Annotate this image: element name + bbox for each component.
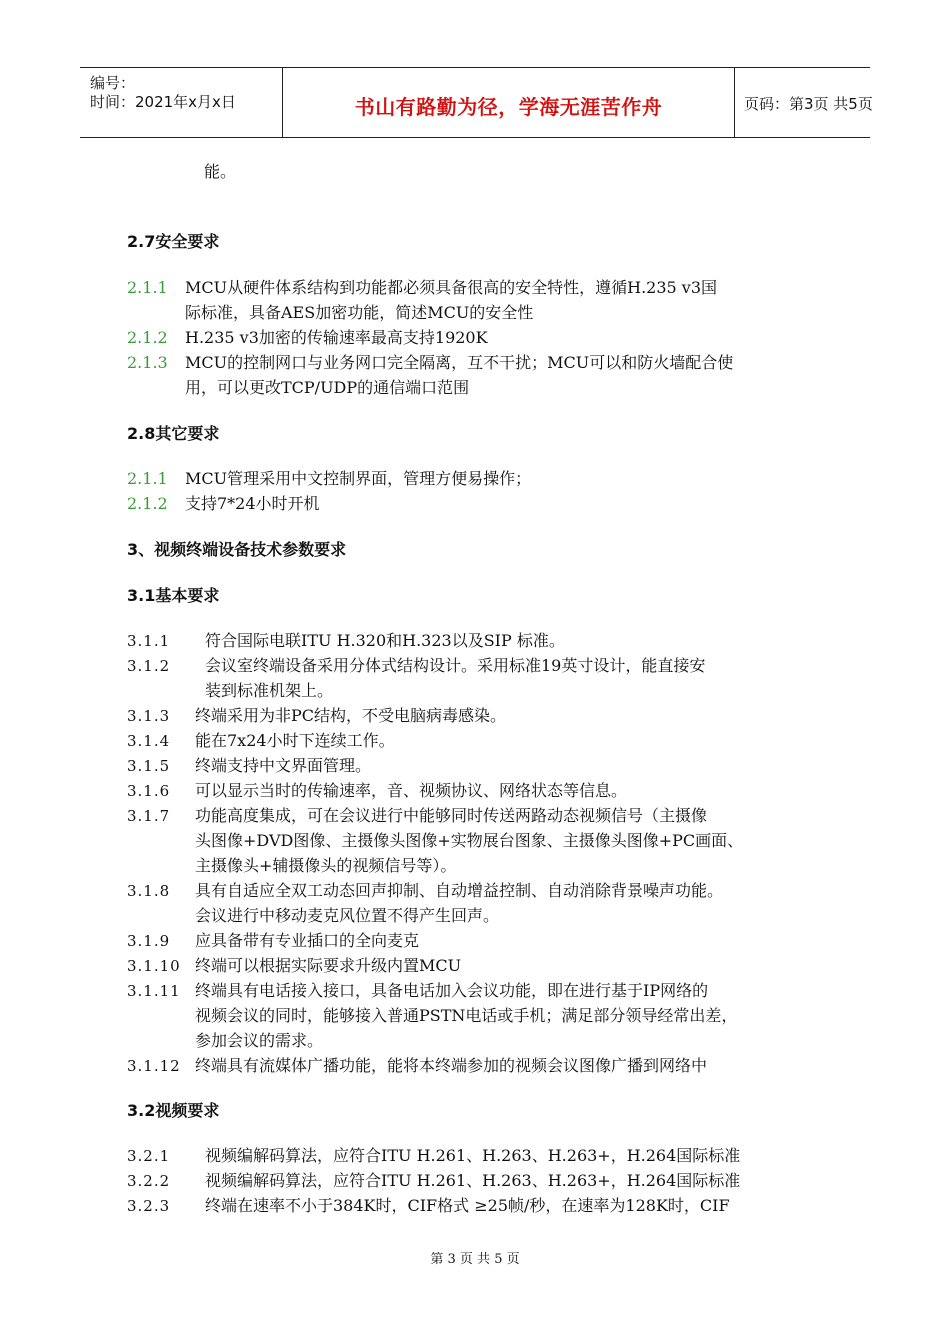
item-text: 终端采用为非PC结构，不受电脑病毒感染。 — [195, 706, 507, 725]
item-text: 视频编解码算法，应符合ITU H.261、H.263、H.263+，H.264国际标准 — [205, 1146, 741, 1165]
item-text: 主摄像头+辅摄像头的视频信号等）。 — [195, 856, 457, 875]
item-text: 视频会议的同时，能够接入普通PSTN电话或手机；满足部分领导经常出差， — [195, 1006, 738, 1025]
item-text: 终端可以根据实际要求升级内置MCU — [195, 956, 462, 975]
item-text: 功能高度集成，可在会议进行中能够同时传送两路动态视频信号（主摄像 — [195, 806, 708, 825]
item-text: MCU管理采用中文控制界面，管理方便易操作； — [185, 469, 532, 488]
page-header — [80, 67, 873, 138]
item-text: MCU的控制网口与业务网口完全隔离，互不干扰；MCU可以和防火墙配合使 — [185, 353, 734, 372]
header-page-cell — [733, 68, 873, 137]
section-title-2-7: 2.7安全要求 — [127, 232, 220, 251]
item-number: 3.1.1 — [127, 632, 171, 650]
item-text: 视频编解码算法，应符合ITU H.261、H.263、H.263+，H.264国际标准 — [205, 1171, 741, 1190]
item-text: 具有自适应全双工动态回声抑制、自动增益控制、自动消除背景噪声功能。 — [195, 881, 724, 900]
section-title-2-8: 2.8其它要求 — [127, 424, 220, 443]
item-text: 可以显示当时的传输速率，音、视频协议、网络状态等信息。 — [195, 781, 628, 800]
item-number: 3.1.2 — [127, 657, 171, 675]
item-number: 3.1.3 — [127, 707, 171, 725]
item-text: 会议进行中移动麦克风位置不得产生回声。 — [195, 906, 500, 925]
item-number: 2.1.1 — [127, 278, 168, 297]
item-number: 3.1.8 — [127, 882, 171, 900]
doc-time-label: 时间：2021年x月x日 — [90, 93, 236, 111]
header-page-info: 页码：第3页 共5页 — [744, 95, 873, 113]
continuation-text: 能。 — [204, 162, 237, 181]
item-number: 2.1.2 — [127, 328, 168, 347]
item-number: 3.2.2 — [127, 1172, 171, 1190]
item-text: 头图像+DVD图像、主摄像头图像+实物展台图象、主摄像头图像+PC画面、 — [195, 831, 744, 850]
item-number: 3.1.9 — [127, 932, 171, 950]
item-text: 能在7x24小时下连续工作。 — [195, 731, 395, 750]
item-text: 符合国际电联ITU H.320和H.323以及SIP 标准。 — [205, 631, 565, 650]
item-number: 2.1.1 — [127, 469, 168, 488]
item-text: 参加会议的需求。 — [195, 1031, 324, 1050]
item-number: 3.1.5 — [127, 757, 171, 775]
item-text: 支持7*24小时开机 — [185, 494, 320, 513]
item-text: 装到标准机架上。 — [205, 681, 334, 700]
item-text: 会议室终端设备采用分体式结构设计。采用标准19英寸设计，能直接安 — [205, 656, 706, 675]
item-text: 终端具有流媒体广播功能，能将本终端参加的视频会议图像广播到网络中 — [195, 1056, 708, 1075]
section-title-3: 3、视频终端设备技术参数要求 — [127, 540, 347, 559]
item-text: 终端支持中文界面管理。 — [195, 756, 372, 775]
header-motto-cell — [282, 68, 735, 137]
section-title-3-2: 3.2视频要求 — [127, 1101, 220, 1120]
header-meta-cell — [80, 68, 282, 137]
item-number: 3.2.1 — [127, 1147, 171, 1165]
item-number: 3.1.11 — [127, 982, 181, 1000]
item-number: 3.1.7 — [127, 807, 171, 825]
item-number: 3.1.10 — [127, 957, 181, 975]
doc-number-label: 编号： — [90, 74, 136, 92]
item-text: MCU从硬件体系结构到功能都必须具备很高的安全特性，遵循H.235 v3国 — [185, 278, 717, 297]
item-number: 3.1.6 — [127, 782, 171, 800]
item-text: 用，可以更改TCP/UDP的通信端口范围 — [185, 378, 470, 397]
item-number: 3.2.3 — [127, 1197, 171, 1215]
item-number: 3.1.12 — [127, 1057, 181, 1075]
item-text: H.235 v3加密的传输速率最高支持1920K — [185, 328, 488, 347]
item-number: 2.1.3 — [127, 353, 168, 372]
header-motto: 书山有路勤为径，学海无涯苦作舟 — [354, 95, 663, 119]
item-number: 3.1.4 — [127, 732, 171, 750]
section-title-3-1: 3.1基本要求 — [127, 586, 220, 605]
item-text: 际标准，具备AES加密功能，简述MCU的安全性 — [185, 303, 534, 322]
item-text: 终端在速率不小于384K时，CIF格式 ≥25帧/秒，在速率为128K时，CIF — [205, 1196, 730, 1215]
item-text: 应具备带有专业插口的全向麦克 — [195, 931, 420, 950]
page-footer: 第 3 页 共 5 页 — [430, 1252, 520, 1267]
item-text: 终端具有电话接入接口，具备电话加入会议功能，即在进行基于IP网络的 — [195, 981, 709, 1000]
item-number: 2.1.2 — [127, 494, 168, 513]
